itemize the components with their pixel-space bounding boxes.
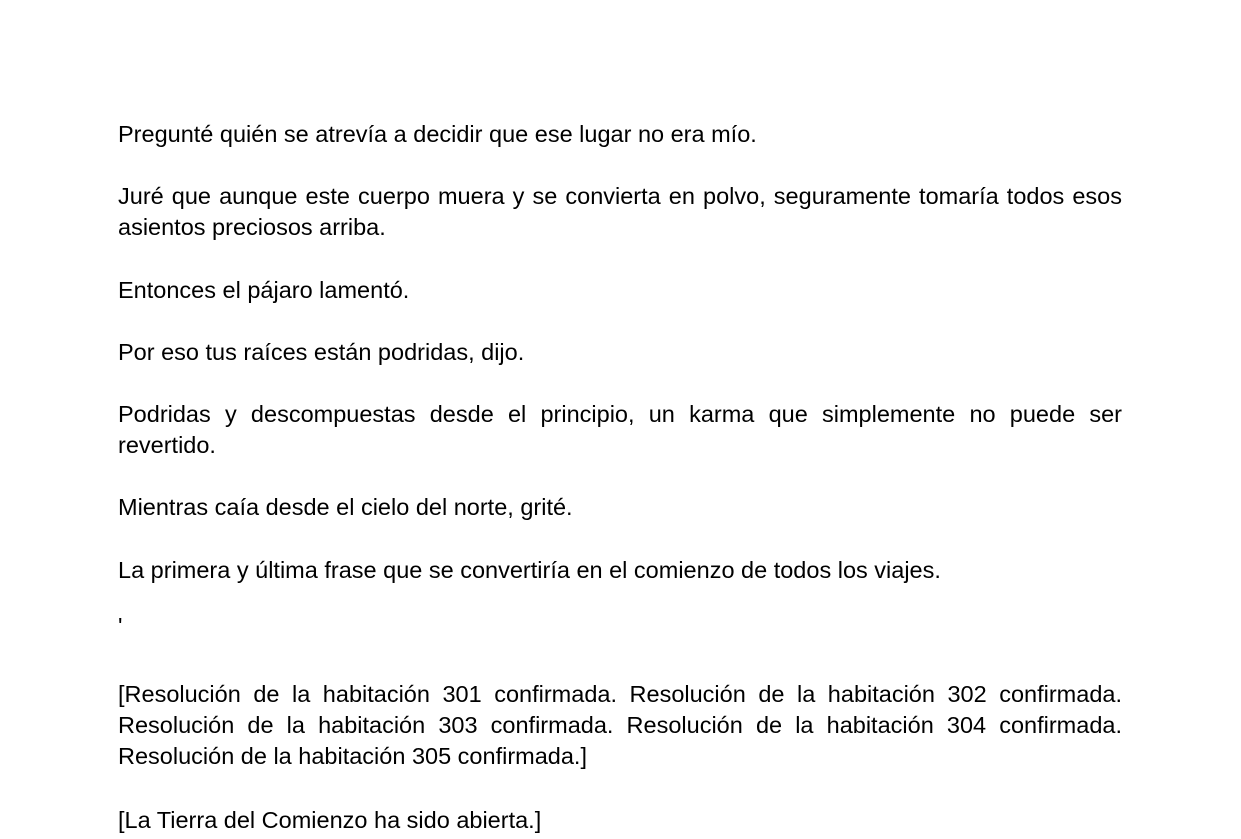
paragraph-6: Mientras caía desde el cielo del norte, grité. bbox=[118, 494, 573, 520]
system-message-resolution: [Resolución de la habitación 301 confirmada. Resolución de la habitación 302 confirmada. Resolución de la habitación 303 confirmada. Resolución de la habitación 304 confirmada. Resolución de la habitación 305 confirmada.] bbox=[118, 681, 1122, 769]
paragraph-4: Por eso tus raíces están podridas, dijo. bbox=[118, 339, 525, 365]
paragraph-2: Juré que aunque este cuerpo muera y se convierta en polvo, seguramente tomaría todos esos asientos preciosos arriba. bbox=[118, 183, 1122, 240]
paragraph-5: Podridas y descompuestas desde el principio, un karma que simplemente no puede ser revertido. bbox=[118, 401, 1122, 458]
system-message-opened: [La Tierra del Comienzo ha sido abierta.] bbox=[118, 807, 542, 833]
paragraph-7: La primera y última frase que se convertiría en el comienzo de todos los viajes. bbox=[118, 557, 941, 583]
paragraph-1: Pregunté quién se atrevía a decidir que ese lugar no era mío. bbox=[118, 121, 757, 147]
stray-mark: ' bbox=[118, 613, 123, 639]
paragraph-3: Entonces el pájaro lamentó. bbox=[118, 277, 410, 303]
